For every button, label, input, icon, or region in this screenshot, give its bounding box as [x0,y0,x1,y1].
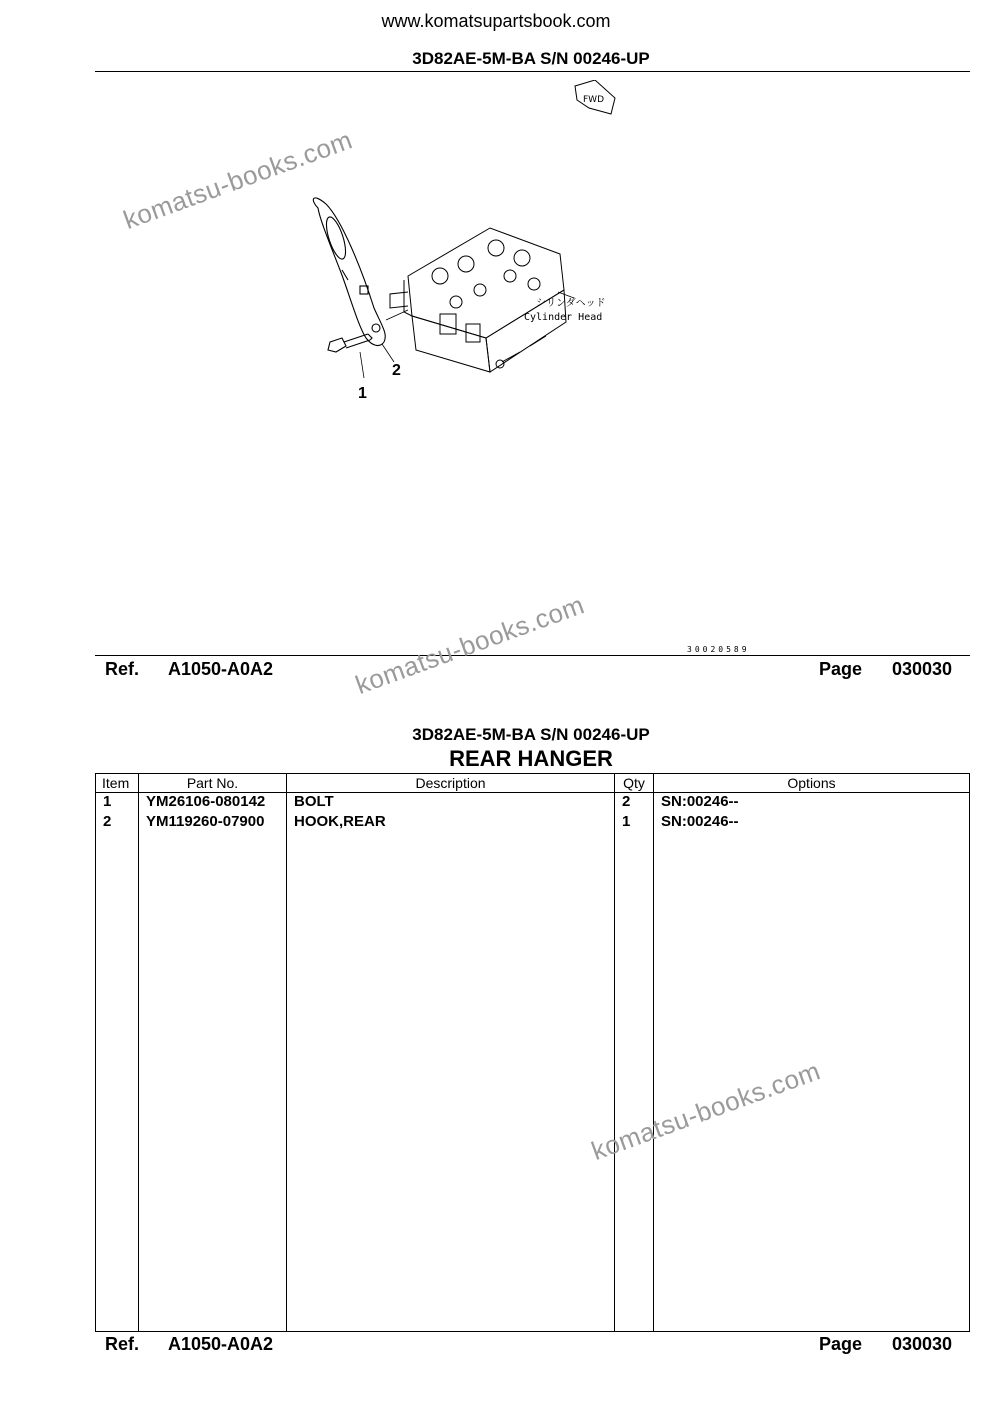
cell-options: SN:00246-- [654,813,970,833]
illustration-divider [95,655,970,656]
header-item: Item [96,774,139,793]
cylinder-head-label-jp: シリンダヘッド [536,298,606,309]
filler-cell [615,833,654,1332]
ref-label-bottom: Ref. [105,1334,140,1354]
cell-options: SN:00246-- [654,793,970,814]
header-divider [95,71,970,72]
cell-description: BOLT [287,793,615,814]
cell-item: 1 [96,793,139,814]
header-description: Description [287,774,615,793]
parts-table [95,773,970,1332]
section-title: REAR HANGER [449,746,613,771]
model-serial: 3D82AE-5M-BA S/N 00246-UP [412,49,650,68]
cell-description: HOOK,REAR [287,813,615,833]
callout-2: 2 [392,362,401,379]
cell-qty: 1 [615,813,654,833]
ref-label: Ref. [105,659,140,679]
watermark-1: komatsu-books.com [119,124,357,236]
page-label-bottom: Page [819,1334,863,1354]
page-value: 030030 [892,659,953,679]
fwd-marker [575,80,615,114]
filler-cell [287,833,615,1332]
table-row [96,813,970,833]
rear-hook-part [313,198,385,346]
page-value-bottom: 030030 [892,1334,953,1354]
watermark-3: komatsu-books.com [587,1055,825,1167]
callout-1: 1 [358,385,367,400]
cylinder-head-label-en: Cylinder Head [524,312,603,323]
svg-text:FWD: FWD [583,95,605,105]
watermark-2: komatsu-books.com [351,589,589,701]
filler-cell [96,833,139,1332]
header-qty: Qty [615,774,654,793]
cell-item: 2 [96,813,139,833]
cell-part-no: YM119260-07900 [139,813,287,833]
site-url: www.komatsupartsbook.com [381,11,611,31]
ref-value: A1050-A0A2 [168,659,274,679]
drawing-id: 30020589 [687,645,750,654]
header-part-no: Part No. [139,774,287,793]
table-row [96,793,970,814]
section-model-serial: 3D82AE-5M-BA S/N 00246-UP [412,725,650,744]
table-filler-row [96,833,970,1332]
page-label: Page [819,659,863,679]
cell-qty: 2 [615,793,654,814]
filler-cell [139,833,287,1332]
header-options: Options [654,774,970,793]
table-header-row [96,774,970,793]
cell-part-no: YM26106-080142 [139,793,287,814]
ref-value-bottom: A1050-A0A2 [168,1334,274,1354]
